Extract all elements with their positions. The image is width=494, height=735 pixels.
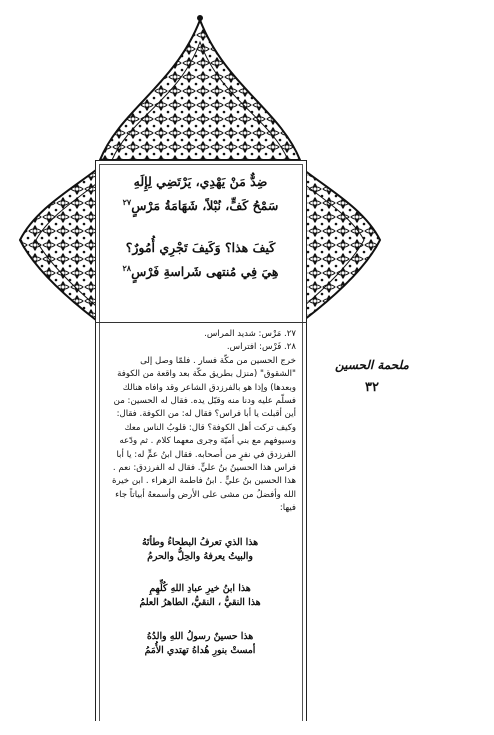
verse-line: ضِدٌّ مَنْ يَهْدِي، يَرْتَضِي لِإِلَهِ [133, 174, 268, 189]
poem-line: أمستْ بنورِ هُداهُ تهتدي الأُمَمُ [144, 645, 256, 656]
poem-couplet [108, 630, 292, 658]
running-title: ملحمة الحسين [335, 358, 409, 372]
verse-line [108, 258, 293, 282]
verse-stanza-1 [108, 172, 293, 216]
verse-line: كَيفَ هذا؟ وَكَيفَ تَجْرِي أُمُورٌ؟ [125, 240, 276, 255]
poem-line: والبيتُ يعرفهُ والحِلُّ والحرمُ [147, 551, 253, 562]
poem-line: هذا ابنُ خيرِ عبادِ اللهِ كُلِّهِمِ [149, 583, 251, 594]
footnote-marker: ٢٧ [122, 197, 132, 207]
poem-line: هذا الذي تعرفُ البطحاءُ وطأتَهُ [141, 537, 259, 548]
verse-line [108, 192, 293, 216]
footnote-divider [95, 322, 307, 323]
footnote: ٢٨. فَرْس: افتراس. [226, 342, 296, 353]
verse-stanza-2 [108, 238, 293, 282]
poem-couplet [108, 582, 292, 610]
poem-couplet [108, 536, 292, 564]
footnote: ٢٧. مَرْس: شديد المراس. [204, 329, 296, 339]
footnote-marker: ٢٨ [122, 263, 132, 273]
verse-text: سَمْحُ كَفٍّ، نُبْلاً، شَهَامَةُ مَرْسٍ [131, 198, 279, 214]
page-number: ٣٢ [365, 380, 379, 395]
poem-line: هذا النقيُّ ، النقيُّ، الطاهرُ العلمُ [139, 597, 261, 608]
verse-text: هِيَ فِي مُنتهى شَراسةِ فَرْسٍ [131, 264, 279, 280]
poem-line: هذا حسينٌ رسولُ اللهِ والدُهُ [146, 631, 254, 642]
body-paragraph: خرج الحسين من مكّة فسار . فلمّا وصل إلى "الشقوق" (منزل بطريق مكّة بعد واقعة من الكوفة وبعدها) وإذا هو بالفرزدق الشاعر وقد وافاه هنالك فسلّم عليه ودنا منه وقبّل يده. فقال له الحسين: من أين أقبلت يا أبا فراس؟ فقال له: من الكوفة. فقال: وكيف تركت أهل الكوفة؟ قال: قلوبُ الناس معك وسيوفهم مع بني أميّة وجرى معهما كلام . ثم ودّعه الفرزدق في نفرٍ من أصحابه. فقال ابنُ عمٍّ له: يا أبا فراس هذا الحسينُ بنُ عليٍّ. فقال له الفرزدق: نعم . هذا الحسين بنُ عليٍّ . ابنُ فاطمة الزهراء . ابن خيرة الله وأفضلُ من مشى على الأرض وأسمعهُ أبياتاً جاء فيها: [111, 355, 296, 514]
footnotes [106, 328, 296, 516]
